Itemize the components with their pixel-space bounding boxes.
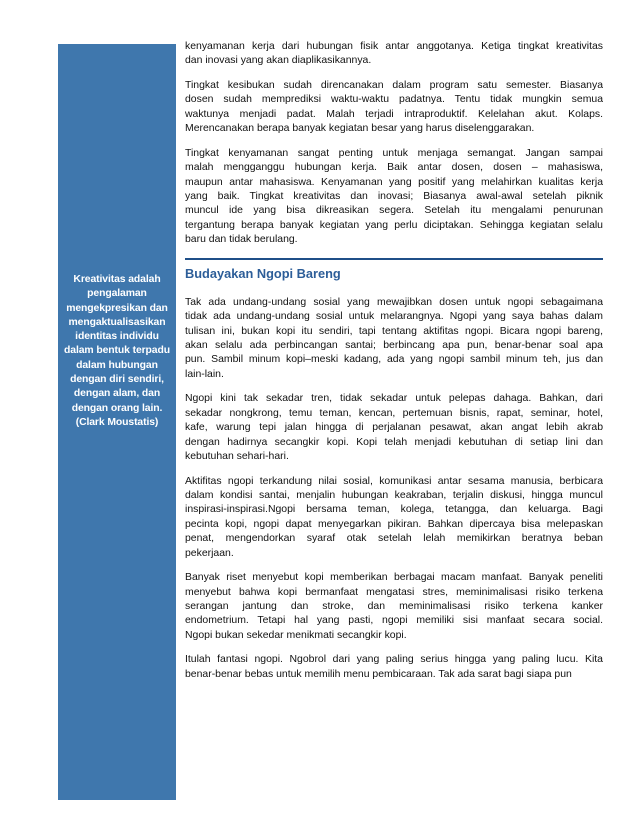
text-line: (Clark Moustatis) [75,416,159,428]
text-line: Tak ada undang-undang sosial yang mewajibkan dosen untuk ngopi sebagaimana [185,296,603,308]
text-line: lain-lain. [185,368,224,380]
text-line: maupun antar mahasiswa. Kenyamanan yang positif yang melahirkan kualitas kerja [185,176,603,188]
text-line: Itulah fantasi ngopi. Ngobrol dari yang paling serius hingga yang paling lucu. Kita [185,654,603,666]
text-line: benar-benar bebas untuk memilih menu pembicaraan. Tak ada sarat bagi siapa pun [185,668,572,680]
heading-divider [185,258,603,260]
text-line: waktunya menjadi padat. Malah terjadi intraproduktif. Kelelahan akut. Kolaps. [185,108,603,120]
paragraph [185,40,603,69]
section-heading: Budayakan Ngopi Bareng [185,265,341,281]
text-line: kafe, warung tepi jalan hingga di perjalanan pesawat, akan angat lebih akrab [185,422,603,434]
text-line: Tingkat kenyamanan sangat penting untuk menjaga semangat. Jangan sampai [185,147,603,159]
paragraph [185,392,603,464]
paragraph [185,571,603,643]
text-line: endometrium. Tetapi hal yang pasti, ngopi memiliki sisi manfaat secara social. [185,615,603,627]
body-section [185,296,603,683]
paragraph [185,296,603,383]
text-line: identitas individu [75,331,159,343]
text-line: kenyamanan kerja dari hubungan fisik antar anggotanya. Ketiga tingkat kreativitas [185,41,603,52]
text-line: Aktifitas ngopi terkandung nilai sosial, komunikasi antar sesama manusia, berbicara [185,475,603,487]
text-line: Banyak riset menyebut kopi memberikan berbagai macam manfaat. Banyak peneliti [185,572,603,584]
text-line: dosen sudah memprediksi waktu-waktu padatnya. Tentu tidak mungkin semua [185,94,603,106]
text-line: Ngopi kini tak sekadar tren, tidak sekadar untuk pelepas dahaga. Bahkan, dari [185,393,603,405]
text-line: kebutuhan sehari-hari. [185,451,289,463]
paragraph [185,653,603,682]
text-line: menyebut bahwa kopi bermanfaat mengatasi stres, meminimalisasi risiko terkena [185,586,603,598]
text-line: inspirasi-inspirasi.Ngopi bersama teman, kolega, tetangga, dan keluarga. Bagi [185,504,603,516]
paragraph [185,147,603,248]
text-line: dan inovasi yang akan diaplikasikannya. [185,55,372,67]
article-column [185,40,603,692]
text-line: Merencanakan berapa banyak kegiatan besar yang harus diselenggarakan. [185,123,535,135]
text-line: dengan alam, dan [73,388,161,400]
intro-section [185,40,603,248]
text-line: penat, mengendorkan syaraf otak setelah lelah memikirkan beratnya beban [185,533,603,545]
text-line: dalam kondisi santai, menjalin hubungan keakraban, terjalin diskusi, hingga muncul [185,489,603,501]
text-line: pekerjaan. [185,547,234,559]
text-line: Kreativitas adalah [73,274,161,285]
sidebar-quote [58,273,176,430]
text-line: dalam bentuk terpadu [64,345,170,357]
text-line: sekadar nongkrong, temu teman, kencan, pertemuan bisnis, rapat, seminar, hotel, [185,407,603,419]
text-line: tidak ada undang-undang sosial untuk melarangnya. Ngopi yang saya bahas dalam [185,311,603,323]
text-line: dengan orang lain. [71,402,163,414]
text-line: serangan jantung dan stroke, dan meminimalisasi risiko terkena kanker [185,601,603,612]
text-line: pecinta kopi, ngopi dapat menyegarkan pikiran. Bahkan dipercaya bisa melepaskan [185,518,603,530]
text-line: malah mengganggu hubungan kerja. Baik antar dosen, dosen – mahasiswa, [185,162,603,174]
text-line: dalam hubungan [76,359,158,371]
sidebar-panel [58,44,176,800]
text-line: tulisan ini, bukan kopi itu sendiri, tapi tentang aktifitas ngopi. Bicara ngopi bareng, [185,325,603,337]
text-line: pengalaman [87,288,147,300]
text-line: Ngopi bukan sekedar menikmati secangkir kopi. [185,629,407,641]
text-line: mengaktualisasikan [68,316,166,328]
text-line: dengan diri sendiri, [70,374,164,386]
text-line: mengekpresikan dan [66,302,168,314]
text-line: Tingkat kesibukan sudah direncanakan dalam program satu semester. Biasanya [185,79,603,91]
text-line: baru dan tidak berulang. [185,234,298,246]
text-line: muncul ide yang bisa dikreasikan segera. Setelah itu mengalami penurunan [185,205,603,217]
paragraph [185,475,603,562]
text-line: dengan hadirnya secangkir kopi. Kopi telah menjadi kebutuhan di setiap lini dan [185,436,603,448]
text-line: akan selalu ada perbincangan santai; berbincang apa pun, benar-benar soal apa [185,340,603,351]
text-line: yang baik. Tingkat kreativitas dan inovasi; Biasanya awal-awal setelah piknik [185,190,603,202]
paragraph [185,79,603,137]
text-line: pun. Sambil minum kopi–meski kadang, ada yang ngopi sambil minum teh, jus dan [185,354,603,366]
text-line: tergantung berapa banyak kegiatan yang perlu diciptakan. Sehingga kegiatan selalu [185,219,603,231]
